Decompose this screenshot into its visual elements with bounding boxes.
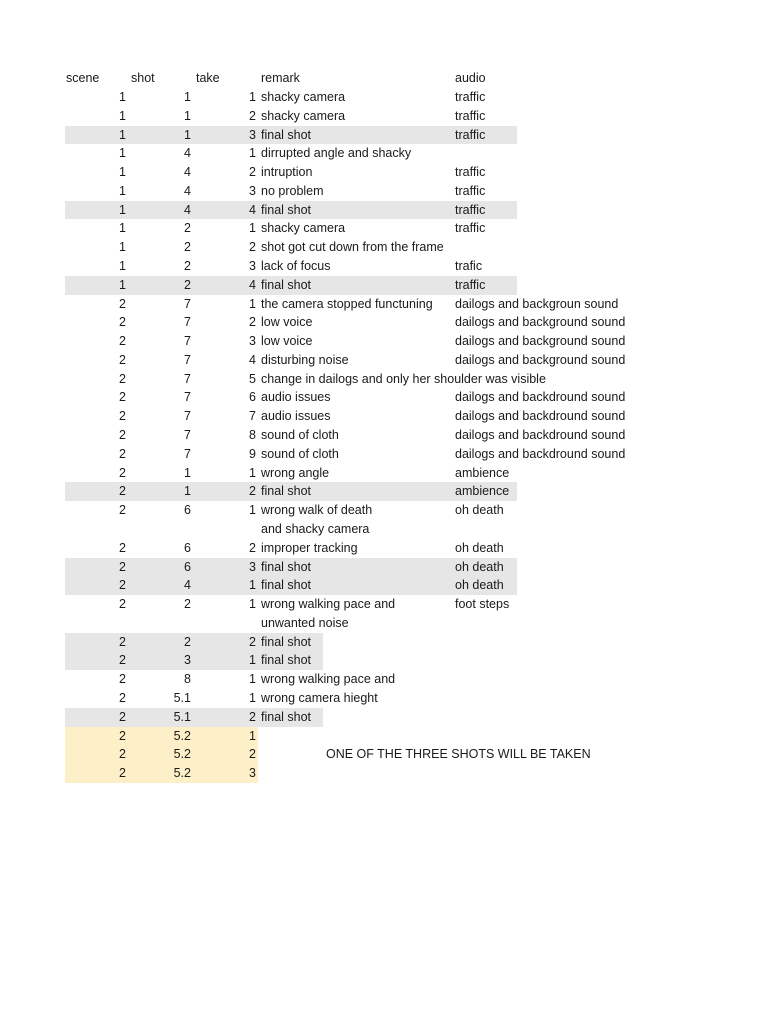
table-row xyxy=(0,445,768,464)
cell-take: 7 xyxy=(249,409,256,424)
cell-shot: 5.1 xyxy=(173,690,191,705)
table-row xyxy=(0,651,768,670)
cell-audio: traffic xyxy=(455,221,486,236)
table-row xyxy=(0,426,768,445)
table-row xyxy=(0,313,768,332)
cell-shot: 2 xyxy=(184,240,191,255)
header-take: take xyxy=(196,71,220,85)
cell-shot: 3 xyxy=(184,653,191,668)
cell-take: 1 xyxy=(249,597,256,612)
cell-audio: ambience xyxy=(455,484,510,499)
cell-take: 1 xyxy=(249,296,256,311)
cell-shot: 1 xyxy=(184,484,191,499)
cell-audio: oh death xyxy=(455,578,504,593)
cell-take: 1 xyxy=(249,465,256,480)
cell-scene xyxy=(65,520,126,539)
cell-remark: unwanted noise xyxy=(261,615,349,630)
cell-take: 1 xyxy=(249,90,256,104)
cell-take: 3 xyxy=(249,334,256,349)
cell-remark: sound of cloth xyxy=(261,428,339,443)
cell-remark: final shot xyxy=(261,709,312,724)
cell-remark: wrong walk of death xyxy=(261,503,373,518)
cell-shot: 7 xyxy=(184,334,191,349)
cell-audio: traffic xyxy=(455,183,486,198)
cell-scene: 2 xyxy=(119,371,126,386)
cell-remark: wrong angle xyxy=(261,465,330,480)
cell-take: 3 xyxy=(249,259,256,274)
table-row xyxy=(0,464,768,483)
cell-take: 5 xyxy=(249,371,256,386)
header-remark: remark xyxy=(261,71,300,85)
cell-audio: dailogs and backdround sound xyxy=(455,428,626,443)
cell-take: 6 xyxy=(249,390,256,405)
cell-scene: 2 xyxy=(119,634,126,649)
cell-take: 1 xyxy=(249,728,256,743)
cell-remark: and shacky camera xyxy=(261,521,370,536)
cell-shot: 7 xyxy=(184,428,191,443)
cell-remark: final shot xyxy=(261,653,312,668)
cell-remark: final shot xyxy=(261,634,312,649)
table-row xyxy=(0,370,768,389)
cell-shot: 1 xyxy=(184,108,191,123)
table-row xyxy=(0,670,768,689)
cell-remark: final shot xyxy=(261,559,312,574)
table-row xyxy=(0,295,768,314)
cell-shot: 1 xyxy=(184,465,191,480)
cell-take: 4 xyxy=(249,277,256,292)
table-row xyxy=(0,558,768,577)
cell-remark: shacky camera xyxy=(261,90,346,104)
cell-remark: audio issues xyxy=(261,409,331,424)
table-row xyxy=(0,182,768,201)
cell-scene: 1 xyxy=(119,240,126,255)
cell-scene: 2 xyxy=(119,334,126,349)
cell-take: 2 xyxy=(249,165,256,180)
cell-scene: 2 xyxy=(119,315,126,330)
cell-remark: audio issues xyxy=(261,390,331,405)
cell-take: 2 xyxy=(249,709,256,724)
cell-scene: 2 xyxy=(119,465,126,480)
cell-remark: final shot xyxy=(261,127,312,142)
cell-audio: traffic xyxy=(455,108,486,123)
cell-remark: wrong camera hieght xyxy=(261,690,378,705)
cell-scene: 2 xyxy=(119,428,126,443)
cell-remark: improper tracking xyxy=(261,540,358,555)
table-row xyxy=(0,107,768,126)
cell-scene: 2 xyxy=(119,540,126,555)
cell-scene: 2 xyxy=(119,446,126,461)
table-row xyxy=(0,520,768,539)
cell-audio: dailogs and backdround sound xyxy=(455,409,626,424)
table-row xyxy=(0,201,768,220)
cell-take: 1 xyxy=(249,578,256,593)
cell-audio: oh death xyxy=(455,540,504,555)
cell-shot: 7 xyxy=(184,390,191,405)
cell-scene: 1 xyxy=(119,259,126,274)
cell-take xyxy=(195,520,256,539)
cell-take: 1 xyxy=(249,672,256,687)
cell-shot: 8 xyxy=(184,672,191,687)
cell-scene: 1 xyxy=(119,146,126,161)
cell-take: 1 xyxy=(249,690,256,705)
cell-remark: low voice xyxy=(261,334,313,349)
cell-shot xyxy=(130,520,191,539)
cell-take: 3 xyxy=(249,766,256,781)
cell-audio: trafic xyxy=(455,259,483,274)
cell-take: 1 xyxy=(249,146,256,161)
cell-remark: wrong walking pace and xyxy=(261,597,396,612)
cell-remark: shacky camera xyxy=(261,108,346,123)
cell-audio: traffic xyxy=(455,165,486,180)
table-row xyxy=(0,219,768,238)
cell-remark: lack of focus xyxy=(261,259,331,274)
table-row xyxy=(0,501,768,520)
header-scene: scene xyxy=(66,71,100,85)
cell-scene: 2 xyxy=(119,484,126,499)
cell-remark: final shot xyxy=(261,578,312,593)
cell-remark: low voice xyxy=(261,315,313,330)
cell-remark: wrong walking pace and xyxy=(261,672,396,687)
table-row xyxy=(0,689,768,708)
cell-audio: foot steps xyxy=(455,597,510,612)
table-row xyxy=(0,576,768,595)
cell-remark: final shot xyxy=(261,202,312,217)
table-row xyxy=(0,539,768,558)
cell-audio: dailogs and background sound xyxy=(455,352,626,367)
cell-audio: traffic xyxy=(455,127,486,142)
cell-shot: 7 xyxy=(184,371,191,386)
cell-shot: 5.2 xyxy=(173,747,191,762)
cell-scene: 1 xyxy=(119,90,126,104)
cell-shot: 6 xyxy=(184,503,191,518)
cell-audio: dailogs and backdround sound xyxy=(455,446,626,461)
cell-shot: 1 xyxy=(184,127,191,142)
cell-take: 3 xyxy=(249,559,256,574)
cell-shot: 5.2 xyxy=(173,766,191,781)
cell-take: 3 xyxy=(249,183,256,198)
cell-scene: 2 xyxy=(119,578,126,593)
cell-take: 1 xyxy=(249,503,256,518)
cell-take: 2 xyxy=(249,240,256,255)
cell-take: 2 xyxy=(249,108,256,123)
cell-shot xyxy=(130,614,191,633)
cell-shot: 5.2 xyxy=(173,728,191,743)
cell-scene: 2 xyxy=(119,390,126,405)
cell-audio: traffic xyxy=(455,90,486,104)
cell-take: 2 xyxy=(249,747,256,762)
cell-remark: final shot xyxy=(261,484,312,499)
cell-shot: 4 xyxy=(184,578,191,593)
cell-remark: no problem xyxy=(261,183,324,198)
cell-scene: 1 xyxy=(119,277,126,292)
header-row xyxy=(0,69,768,88)
cell-take: 1 xyxy=(249,653,256,668)
cell-remark: the camera stopped functuning xyxy=(261,296,433,311)
cell-audio: dailogs and background sound xyxy=(455,315,626,330)
note-text: ONE OF THE THREE SHOTS WILL BE TAKEN xyxy=(326,747,591,761)
cell-shot: 4 xyxy=(184,202,191,217)
cell-scene: 2 xyxy=(119,728,126,743)
cell-scene xyxy=(65,614,126,633)
cell-scene: 2 xyxy=(119,409,126,424)
cell-shot: 7 xyxy=(184,446,191,461)
cell-remark: dirrupted angle and shacky xyxy=(261,146,412,161)
cell-scene: 1 xyxy=(119,221,126,236)
cell-shot: 2 xyxy=(184,597,191,612)
cell-take: 3 xyxy=(249,127,256,142)
cell-take: 9 xyxy=(249,446,256,461)
cell-scene: 2 xyxy=(119,690,126,705)
cell-audio: dailogs and backdround sound xyxy=(455,390,626,405)
table-row xyxy=(0,633,768,652)
cell-shot: 2 xyxy=(184,277,191,292)
table-row xyxy=(0,257,768,276)
cell-scene: 2 xyxy=(119,747,126,762)
cell-shot: 2 xyxy=(184,259,191,274)
cell-shot: 1 xyxy=(184,90,191,104)
table-row xyxy=(0,764,768,783)
table-row xyxy=(0,614,768,633)
table-row xyxy=(0,88,768,107)
cell-take: 2 xyxy=(249,315,256,330)
cell-shot: 4 xyxy=(184,183,191,198)
table-row xyxy=(0,238,768,257)
table-row xyxy=(0,163,768,182)
cell-scene: 2 xyxy=(119,766,126,781)
cell-audio: traffic xyxy=(455,202,486,217)
cell-shot: 7 xyxy=(184,296,191,311)
cell-take xyxy=(195,614,256,633)
cell-scene: 1 xyxy=(119,165,126,180)
cell-scene: 1 xyxy=(119,108,126,123)
cell-remark: shacky camera xyxy=(261,221,346,236)
cell-scene: 2 xyxy=(119,672,126,687)
table-row xyxy=(0,727,768,746)
cell-scene: 1 xyxy=(119,202,126,217)
cell-remark: final shot xyxy=(261,277,312,292)
cell-audio: dailogs and background sound xyxy=(455,334,626,349)
cell-shot: 6 xyxy=(184,559,191,574)
header-audio: audio xyxy=(455,71,486,85)
cell-remark: intruption xyxy=(261,165,313,180)
cell-shot: 7 xyxy=(184,352,191,367)
cell-scene: 2 xyxy=(119,296,126,311)
cell-audio: dailogs and backgroun sound xyxy=(455,296,619,311)
cell-scene: 2 xyxy=(119,597,126,612)
table-row xyxy=(0,708,768,727)
cell-scene: 2 xyxy=(119,503,126,518)
cell-shot: 4 xyxy=(184,165,191,180)
table-row xyxy=(0,407,768,426)
table-row xyxy=(0,388,768,407)
cell-take: 1 xyxy=(249,221,256,236)
cell-scene: 2 xyxy=(119,352,126,367)
cell-shot: 5.1 xyxy=(173,709,191,724)
cell-shot: 2 xyxy=(184,634,191,649)
cell-scene: 2 xyxy=(119,559,126,574)
table-row xyxy=(0,595,768,614)
cell-audio: oh death xyxy=(455,503,504,518)
cell-take: 4 xyxy=(249,352,256,367)
table-row xyxy=(0,126,768,145)
cell-remark: shot got cut down from the frame xyxy=(261,240,444,255)
cell-scene: 1 xyxy=(119,127,126,142)
table-row xyxy=(0,332,768,351)
cell-remark: disturbing noise xyxy=(261,352,349,367)
cell-shot: 7 xyxy=(184,315,191,330)
cell-audio: ambience xyxy=(455,465,510,480)
cell-shot: 2 xyxy=(184,221,191,236)
cell-shot: 7 xyxy=(184,409,191,424)
cell-take: 2 xyxy=(249,634,256,649)
table-row xyxy=(0,351,768,370)
cell-scene: 1 xyxy=(119,183,126,198)
cell-take: 8 xyxy=(249,428,256,443)
cell-remark: sound of cloth xyxy=(261,446,339,461)
table-row xyxy=(0,482,768,501)
cell-audio: traffic xyxy=(455,277,486,292)
cell-remark: change in dailogs and only her shoulder was visible xyxy=(261,371,546,386)
cell-shot: 4 xyxy=(184,146,191,161)
table-row xyxy=(0,276,768,295)
cell-scene: 2 xyxy=(119,653,126,668)
header-shot: shot xyxy=(131,71,155,85)
cell-scene: 2 xyxy=(119,709,126,724)
cell-take: 2 xyxy=(249,484,256,499)
cell-audio: oh death xyxy=(455,559,504,574)
cell-shot: 6 xyxy=(184,540,191,555)
cell-take: 4 xyxy=(249,202,256,217)
table-row xyxy=(0,144,768,163)
cell-take: 2 xyxy=(249,540,256,555)
